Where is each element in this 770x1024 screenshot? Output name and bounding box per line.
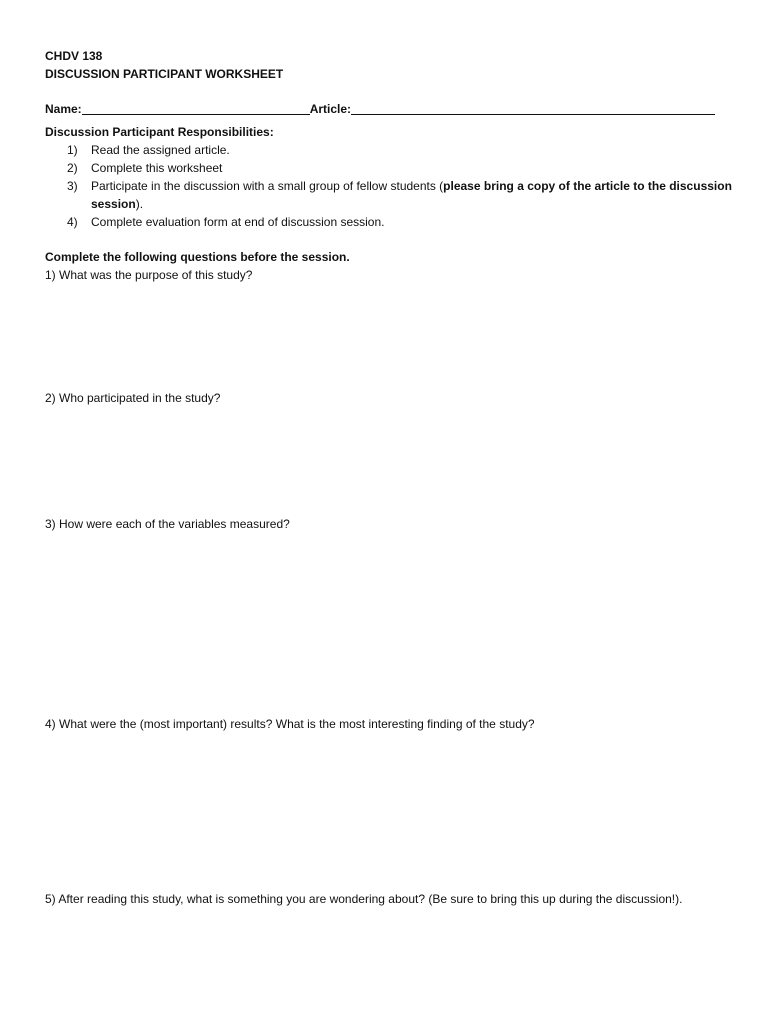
responsibilities-heading: Discussion Participant Responsibilities: [45, 125, 274, 139]
name-label: Name: [45, 102, 82, 116]
list-item-text: Complete evaluation form at end of discussion session. [91, 215, 385, 229]
list-item-number: 1) [67, 143, 78, 157]
list-item-number: 4) [67, 215, 78, 229]
course-code: CHDV 138 [45, 49, 103, 63]
name-blank-line [82, 101, 310, 115]
list-item-text-emphasis: please bring a copy of the article to the discussion session [91, 179, 732, 211]
list-item-text: Complete this worksheet [91, 161, 223, 175]
list-item [45, 159, 735, 177]
list-item-text [91, 177, 735, 213]
question-5: 5) After reading this study, what is something you are wondering about? (Be sure to bring this up during the discussion!). [45, 892, 683, 906]
question-4: 4) What were the (most important) results? What is the most interesting finding of the study? [45, 717, 535, 731]
list-item-text: Read the assigned article. [91, 143, 230, 157]
name-article-row [45, 100, 735, 118]
article-label: Article: [309, 102, 352, 116]
document-title: DISCUSSION PARTICIPANT WORKSHEET [45, 67, 284, 81]
list-item-text-regular: ). [135, 197, 144, 211]
question-1: 1) What was the purpose of this study? [45, 268, 253, 282]
document-header [45, 47, 735, 83]
list-item [45, 177, 735, 213]
question-3: 3) How were each of the variables measured? [45, 517, 290, 531]
list-item-text-regular: Participate in the discussion with a small group of fellow students ( [91, 179, 444, 193]
list-item [45, 141, 735, 159]
article-blank-line [351, 101, 715, 115]
question-2: 2) Who participated in the study? [45, 391, 221, 405]
list-item-number: 2) [67, 161, 78, 175]
questions-heading: Complete the following questions before the session. [45, 250, 350, 264]
responsibilities-list [45, 141, 735, 231]
worksheet-page [45, 47, 735, 906]
list-item [45, 213, 735, 231]
list-item-number: 3) [67, 179, 78, 193]
